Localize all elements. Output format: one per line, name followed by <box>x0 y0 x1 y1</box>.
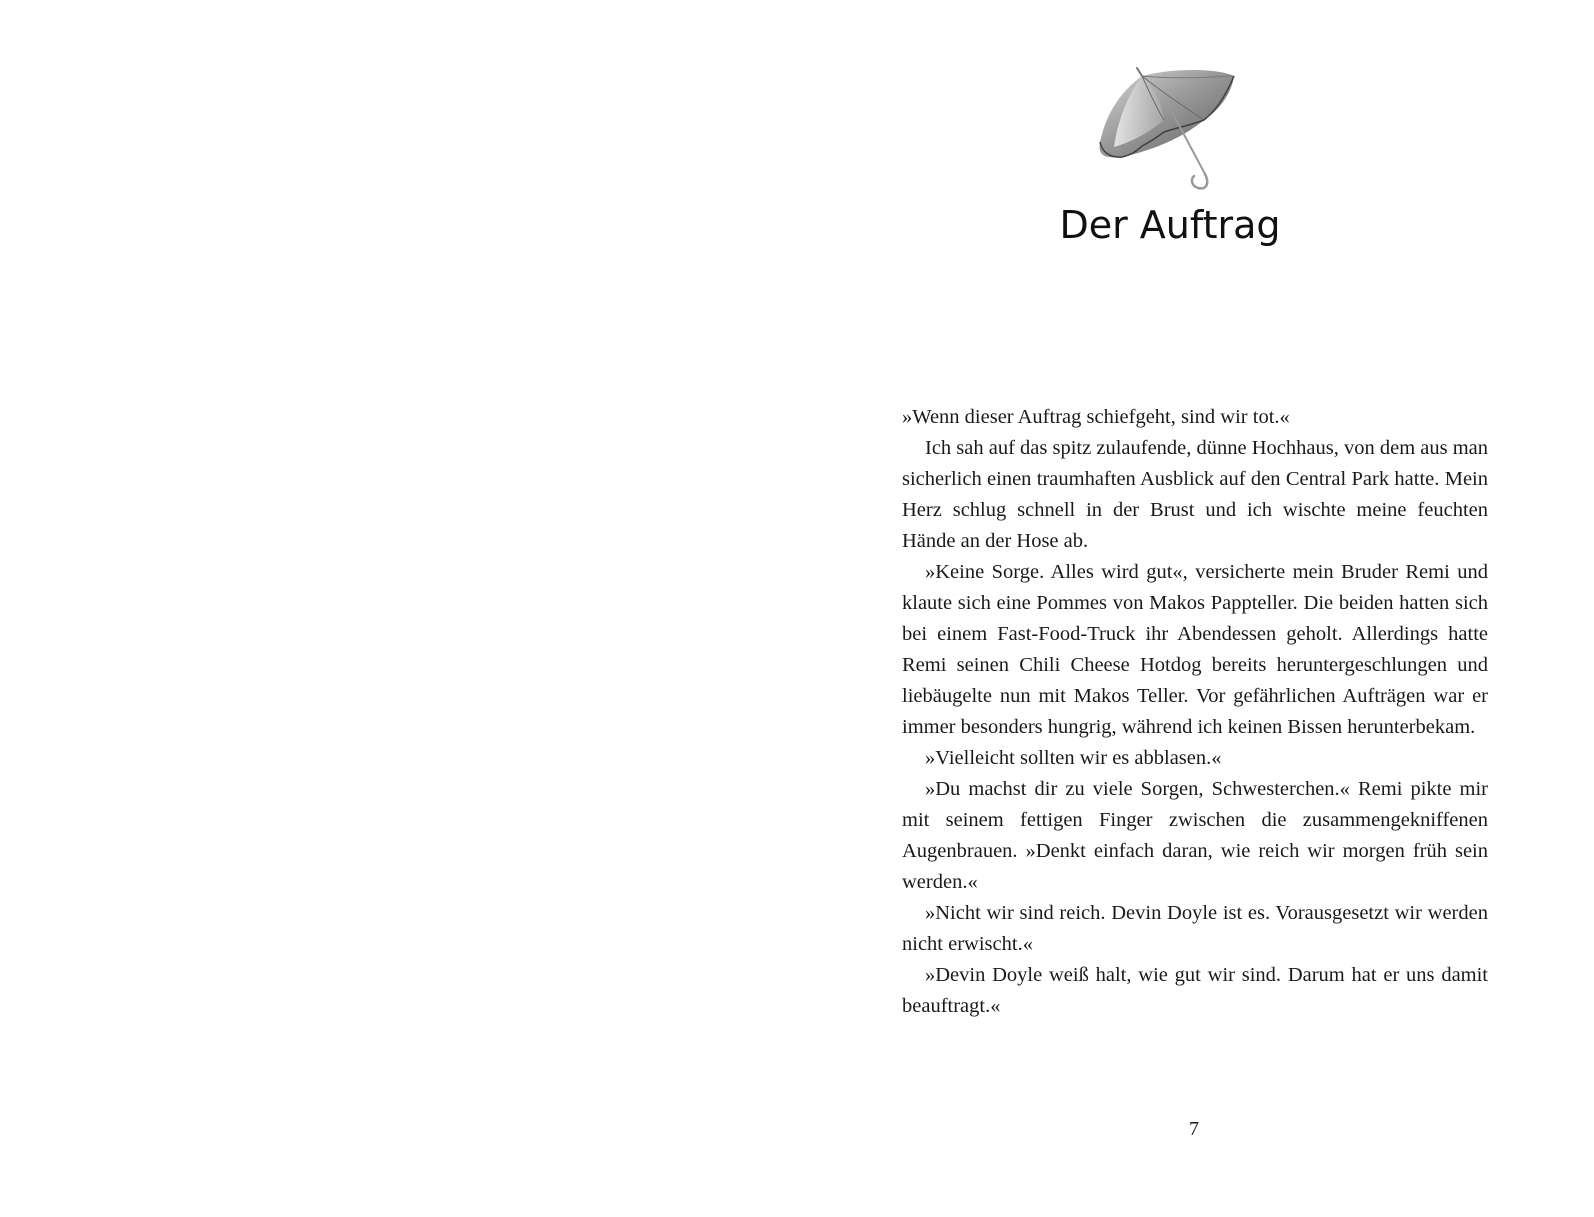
page-number: 7 <box>1189 1118 1199 1140</box>
paragraph: »Keine Sorge. Alles wird gut«, versicherte mein Bruder Remi und klaute sich eine Pommes von Makos Pappteller. Die beiden hatten sich bei einem Fast-Food-Truck ihr Abendessen geholt. Allerdings hatte Remi seinen Chili Cheese Hotdog bereits heruntergeschlungen und liebäugelte nun mit Makos Teller. Vor gefährlichen Aufträgen war er immer besonders hungrig, während ich keinen Bissen herunterbekam. <box>902 561 1488 738</box>
chapter-body <box>902 402 1488 1022</box>
umbrella-icon <box>1092 62 1242 192</box>
paragraph: »Vielleicht sollten wir es abblasen.« <box>925 747 1222 769</box>
paragraph: Ich sah auf das spitz zulaufende, dünne Hochhaus, von dem aus man sicherlich einen traumhaften Ausblick auf den Central Park hatte. Mein Herz schlug schnell in der Brust und ich wischte meine feuchten Hände an der Hose ab. <box>902 437 1489 552</box>
paragraph: »Devin Doyle weiß halt, wie gut wir sind. Darum hat er uns damit beauftragt.« <box>902 964 1488 1017</box>
paragraph: »Wenn dieser Auftrag schiefgeht, sind wir tot.« <box>902 406 1290 428</box>
chapter-title: Der Auftrag <box>1059 203 1281 247</box>
paragraph: »Du machst dir zu viele Sorgen, Schwesterchen.« Remi pikte mir mit seinem fettigen Finger zwischen die zusammengekniffenen Augenbrauen. »Denkt einfach daran, wie reich wir morgen früh sein werden.« <box>902 778 1488 893</box>
paragraph: »Nicht wir sind reich. Devin Doyle ist es. Vorausgesetzt wir werden nicht erwischt.« <box>902 902 1488 955</box>
